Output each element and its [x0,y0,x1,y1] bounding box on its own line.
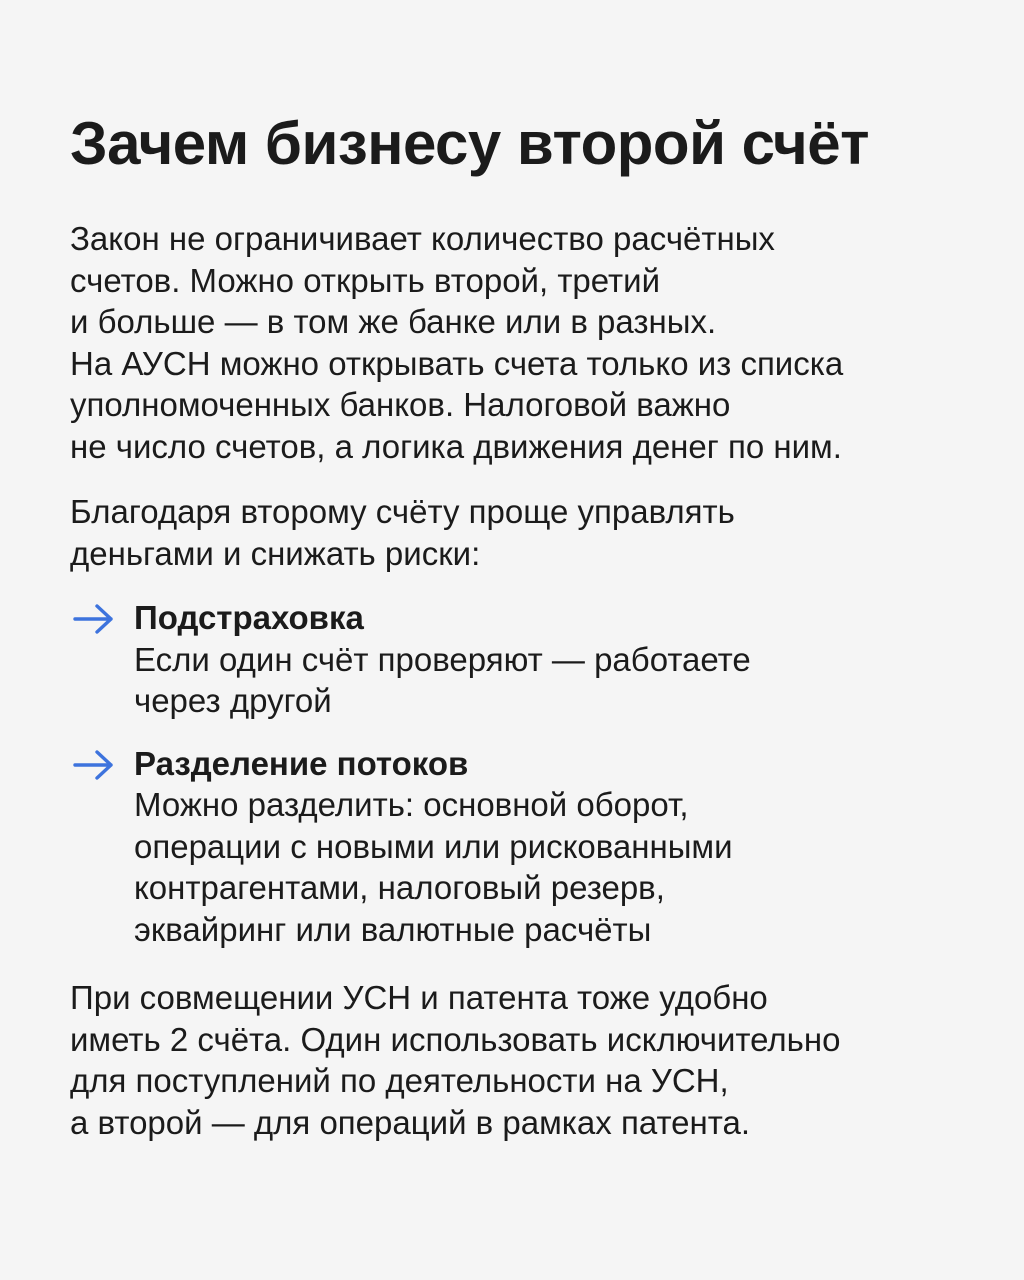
intro-line: На АУСН можно открывать счета только из списка [70,344,844,382]
intro-line: и больше — в том же банке или в разных. [70,303,717,340]
benefit-description [134,639,954,722]
benefits-list [70,597,954,950]
benefit-description-line: контрагентами, налоговый резерв, [134,869,665,906]
conclusion-paragraph [70,977,840,1143]
benefit-description-line: через другой [134,682,332,719]
benefit-title: Подстраховка [134,599,364,636]
intro-line: не число счетов, а логика движения денег по ним. [70,427,842,465]
benefit-description-line: эквайринг или валютные расчёты [134,910,652,948]
benefit-description-line: операции с новыми или рискованными [134,827,733,865]
benefit-description-line: Можно разделить: основной оборот, [134,786,689,823]
intro-line: Закон не ограничивает количество расчётных [70,220,775,257]
conclusion-line: При совмещении УСН и патента тоже удобно [70,979,768,1016]
benefit-item-backup [70,597,954,722]
page-title: Зачем бизнесу второй счёт [70,110,870,177]
conclusion-line: а второй — для операций в рамках патента. [70,1103,751,1141]
intro-paragraph [70,218,843,467]
benefit-description-line: Если один счёт проверяют — работаете [134,640,751,678]
conclusion-line: для поступлений по деятельности на УСН, [70,1062,729,1099]
benefit-item-flow-separation [70,743,954,951]
benefits-intro-paragraph [70,491,735,574]
conclusion-line: иметь 2 счёта. Один использовать исключительно [70,1020,841,1058]
benefit-description [134,784,954,950]
benefit-title: Разделение потоков [134,744,469,782]
intro-line: уполномоченных банков. Налоговой важно [70,386,731,423]
benefits-intro-line: деньгами и снижать риски: [70,534,481,572]
arrow-right-icon [72,603,116,635]
arrow-right-icon [72,749,116,781]
benefits-intro-line: Благодаря второму счёту проще управлять [70,493,735,530]
intro-line: счетов. Можно открыть второй, третий [70,261,661,299]
